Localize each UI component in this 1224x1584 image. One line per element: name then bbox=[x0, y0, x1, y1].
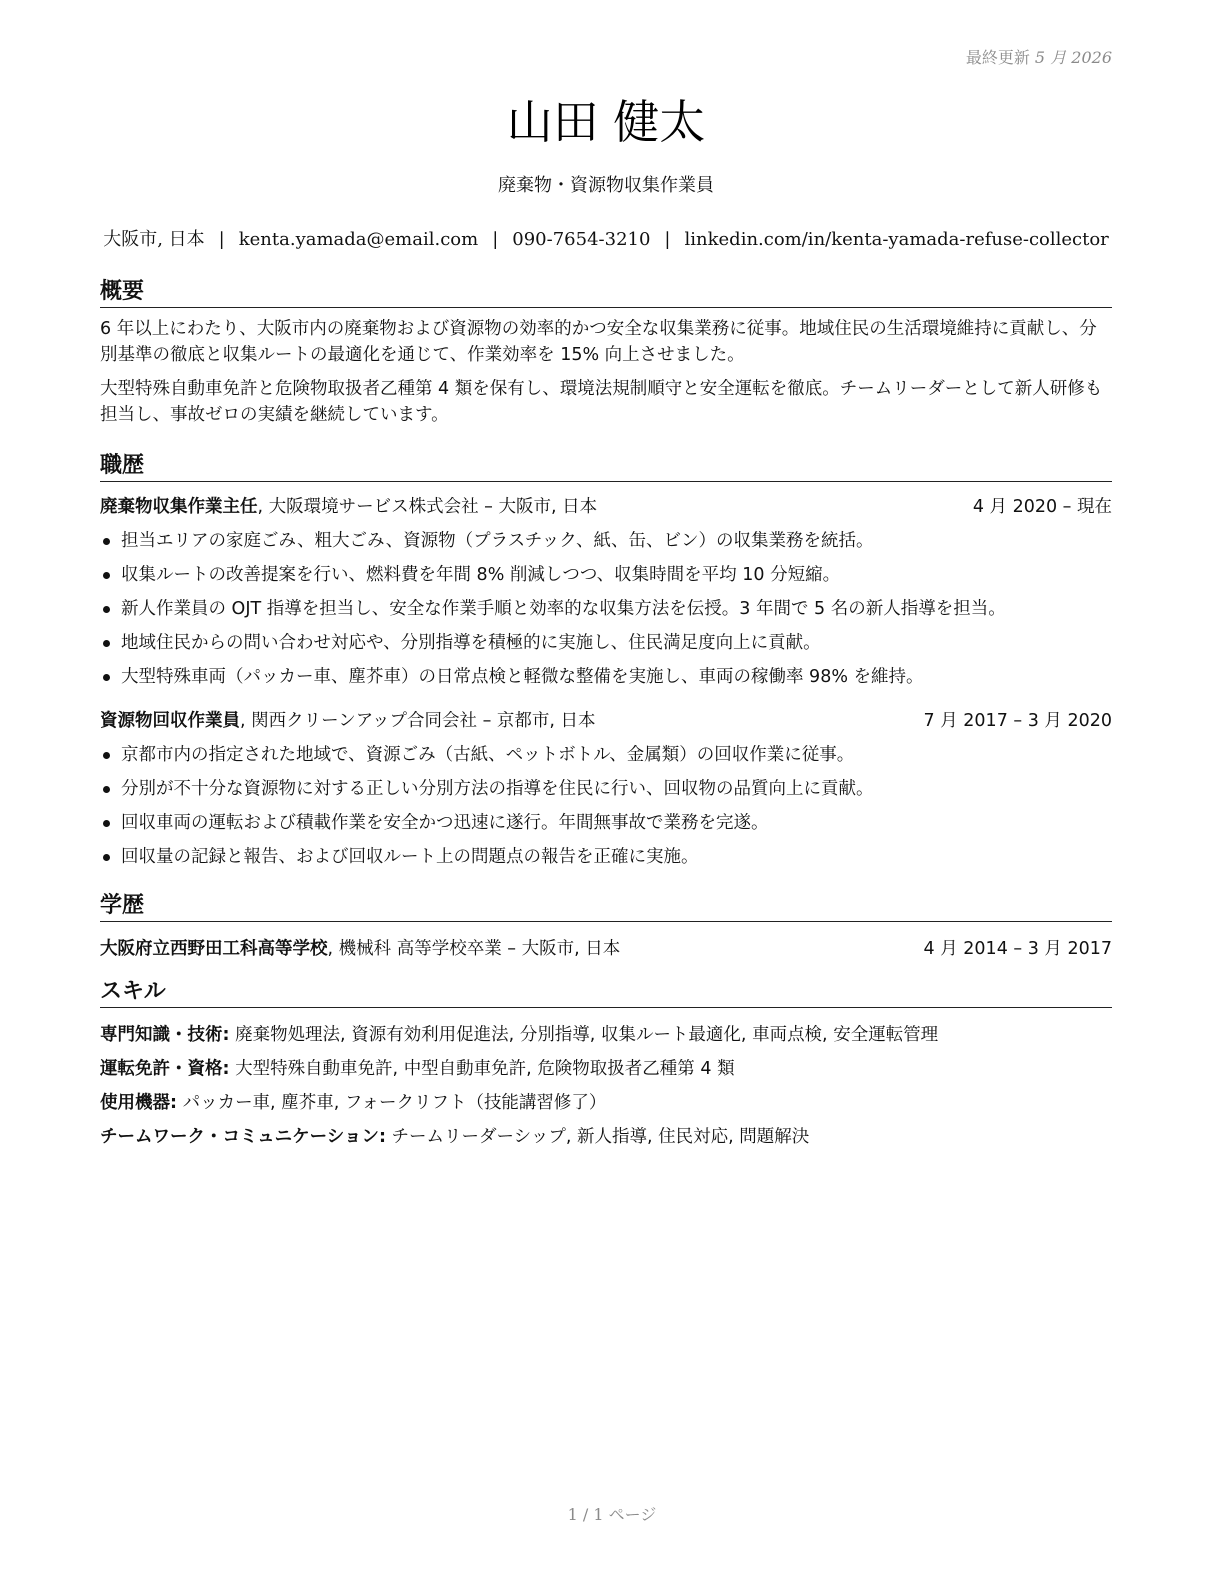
contact-separator: | bbox=[492, 229, 499, 250]
experience-section bbox=[100, 452, 1112, 874]
skill-value: チームリーダーシップ, 新人指導, 住民対応, 問題解決 bbox=[385, 1127, 810, 1147]
contact-email[interactable]: kenta.yamada@email.com bbox=[238, 229, 479, 250]
job-role: 資源物回収作業員 bbox=[100, 711, 240, 731]
job-org: , 関西クリーンアップ合同会社 – 京都市, 日本 bbox=[240, 711, 596, 731]
summary-paragraph: 6 年以上にわたり、大阪市内の廃棄物および資源物の効率的かつ安全な収集業務に従事。地域住民の生活環境維持に貢献し、分別基準の徹底と収集ルートの最適化を通じて、作業効率を 15% 向上させました。 bbox=[100, 319, 1097, 365]
skill-label: 専門知識・技術: bbox=[100, 1025, 230, 1045]
contact-line bbox=[100, 225, 1112, 251]
last-updated-date: 5 月 2026 bbox=[1034, 48, 1112, 67]
resume-page bbox=[100, 0, 1112, 1584]
candidate-headline: 廃棄物・資源物収集作業員 bbox=[498, 175, 714, 196]
skills-list bbox=[100, 1018, 1112, 1154]
contact-location: 大阪市, 日本 bbox=[103, 229, 205, 250]
education-detail: , 機械科 高等学校卒業 – 大阪市, 日本 bbox=[327, 939, 621, 959]
skill-row bbox=[100, 1018, 1112, 1052]
skill-row bbox=[100, 1052, 1112, 1086]
section-title-summary: 概要 bbox=[100, 278, 1112, 308]
skill-label: 使用機器: bbox=[100, 1093, 177, 1113]
job-bullets bbox=[100, 738, 1112, 874]
job-entry bbox=[100, 494, 1112, 694]
job-bullet: 分別が不十分な資源物に対する正しい分別方法の指導を住民に行い、回収物の品質向上に貢献。 bbox=[100, 772, 1112, 806]
education-school: 大阪府立西野田工科高等学校 bbox=[100, 939, 328, 959]
section-title-experience: 職歴 bbox=[100, 452, 1112, 482]
summary-section bbox=[100, 278, 1112, 428]
summary-paragraph: 大型特殊自動車免許と危険物取扱者乙種第 4 類を保有し、環境法規制順守と安全運転を徹底。チームリーダーとして新人研修も担当し、事故ゼロの実績を継続しています。 bbox=[100, 379, 1103, 425]
contact-phone: 090-7654-3210 bbox=[512, 229, 651, 250]
job-header bbox=[100, 708, 1112, 734]
contact-separator: | bbox=[664, 229, 671, 250]
skill-value: 大型特殊自動車免許, 中型自動車免許, 危険物取扱者乙種第 4 類 bbox=[229, 1059, 735, 1079]
job-bullet: 大型特殊車両（パッカー車、塵芥車）の日常点検と軽微な整備を実施し、車両の稼働率 98% を維持。 bbox=[100, 660, 1112, 694]
section-title-education: 学歴 bbox=[100, 892, 1112, 922]
education-dates: 4 月 2014 – 3 月 2017 bbox=[923, 939, 1112, 959]
job-role: 廃棄物収集作業主任 bbox=[100, 497, 258, 517]
last-updated-label: 最終更新 bbox=[965, 48, 1030, 67]
job-bullet: 回収量の記録と報告、および回収ルート上の問題点の報告を正確に実施。 bbox=[100, 840, 1112, 874]
skill-value: 廃棄物処理法, 資源有効利用促進法, 分別指導, 収集ルート最適化, 車両点検, 安全運転管理 bbox=[229, 1025, 939, 1045]
candidate-name: 山田 健太 bbox=[506, 95, 706, 149]
job-bullet: 回収車両の運転および積載作業を安全かつ迅速に遂行。年間無事故で業務を完遂。 bbox=[100, 806, 1112, 840]
job-dates: 7 月 2017 – 3 月 2020 bbox=[923, 711, 1112, 731]
job-header bbox=[100, 494, 1112, 520]
page-footer: 1 / 1 ページ bbox=[567, 1505, 657, 1524]
job-entry bbox=[100, 708, 1112, 874]
job-org: , 大阪環境サービス株式会社 – 大阪市, 日本 bbox=[257, 497, 598, 517]
skill-value: パッカー車, 塵芥車, フォークリフト（技能講習修了） bbox=[177, 1093, 607, 1113]
skill-row bbox=[100, 1120, 1112, 1154]
contact-linkedin[interactable]: linkedin.com/in/kenta-yamada-refuse-collector bbox=[684, 229, 1109, 250]
skill-label: チームワーク・コミュニケーション: bbox=[100, 1127, 386, 1147]
job-bullets bbox=[100, 524, 1112, 694]
skill-label: 運転免許・資格: bbox=[100, 1059, 230, 1079]
job-bullet: 担当エリアの家庭ごみ、粗大ごみ、資源物（プラスチック、紙、缶、ビン）の収集業務を統括。 bbox=[100, 524, 1112, 558]
job-bullet: 収集ルートの改善提案を行い、燃料費を年間 8% 削減しつつ、収集時間を平均 10 分短縮。 bbox=[100, 558, 1112, 592]
education-section bbox=[100, 892, 1112, 962]
education-entry bbox=[100, 936, 1112, 962]
skill-row bbox=[100, 1086, 1112, 1120]
job-bullet: 京都市内の指定された地域で、資源ごみ（古紙、ペットボトル、金属類）の回収作業に従事。 bbox=[100, 738, 1112, 772]
job-dates: 4 月 2020 – 現在 bbox=[972, 497, 1112, 517]
section-title-skills: スキル bbox=[100, 978, 1112, 1008]
skills-section bbox=[100, 978, 1112, 1154]
job-bullet: 地域住民からの問い合わせ対応や、分別指導を積極的に実施し、住民満足度向上に貢献。 bbox=[100, 626, 1112, 660]
job-bullet: 新人作業員の OJT 指導を担当し、安全な作業手順と効率的な収集方法を伝授。3 年間で 5 名の新人指導を担当。 bbox=[100, 592, 1112, 626]
last-updated bbox=[966, 45, 1112, 68]
contact-separator: | bbox=[218, 229, 225, 250]
